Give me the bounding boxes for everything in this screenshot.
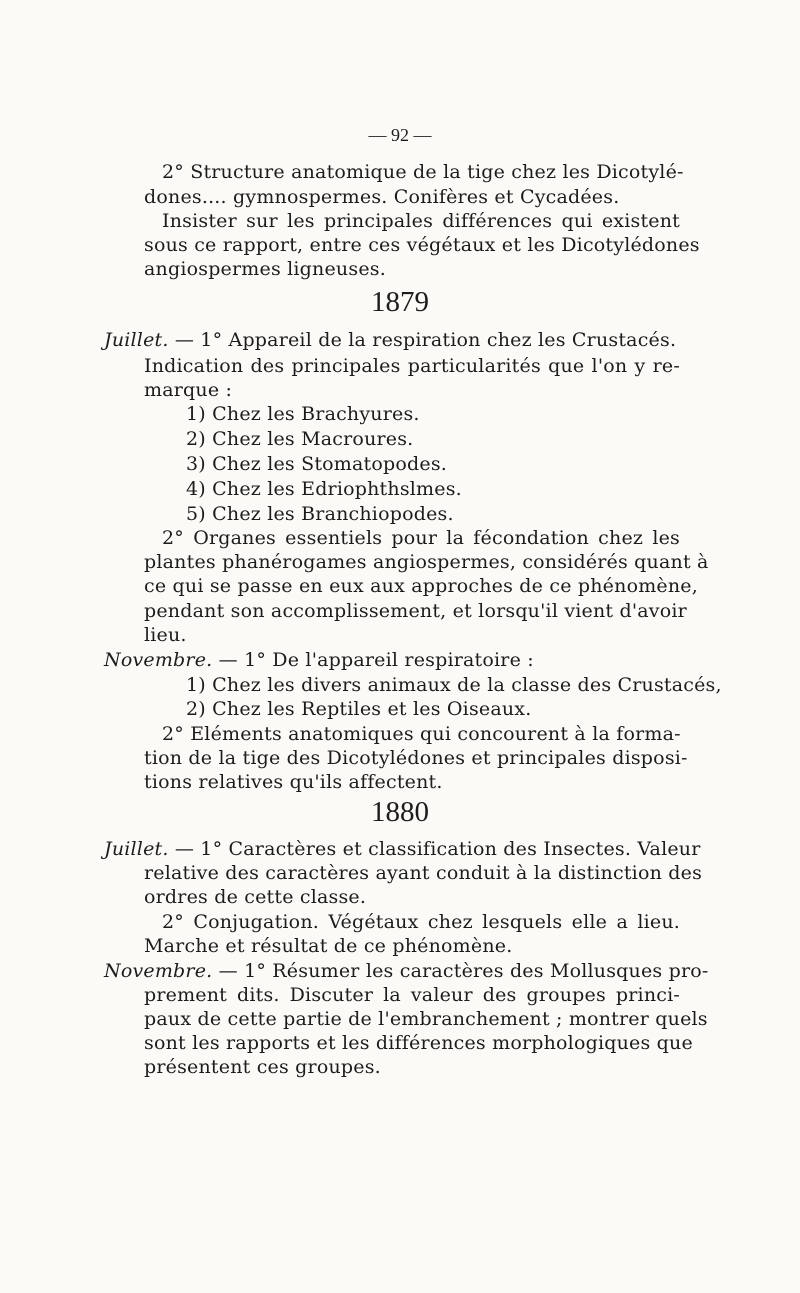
intro-line: sous ce rapport, entre ces végétaux et les Dicotylédones	[144, 234, 700, 256]
intro-line: Insister sur les principales différences qui existent	[162, 210, 680, 232]
juillet-1879-line: marque :	[144, 379, 233, 401]
juillet-1879-text: — 1° Appareil de la respiration chez les Crustacés.	[168, 329, 677, 351]
novembre-1880-text: — 1° Résumer les caractères des Mollusques pro-	[212, 960, 709, 982]
list-item: 2) Chez les Macroures.	[186, 428, 414, 450]
month-label-juillet: Juillet.	[104, 838, 169, 860]
juillet-1880-line: ordres de cette classe.	[144, 886, 367, 908]
novembre-1880-line: prement dits. Discuter la valeur des groupes princi-	[144, 984, 680, 1006]
juillet-1880-first-line	[104, 837, 701, 861]
juillet-1880-line: relative des caractères ayant conduit à la distinction des	[144, 862, 703, 884]
month-label-novembre: Novembre.	[104, 960, 213, 982]
month-label-novembre: Novembre.	[104, 649, 213, 671]
juillet-1880-text: — 1° Caractères et classification des Insectes. Valeur	[168, 838, 701, 860]
elements-line: tion de la tige des Dicotylédones et principales disposi-	[144, 747, 688, 769]
elements-line: tions relatives qu'ils affectent.	[144, 771, 443, 793]
organes-line: ce qui se passe en eux aux approches de ce phénomène,	[144, 575, 698, 597]
novembre-1880-line: présentent ces groupes.	[144, 1056, 381, 1078]
intro-line: dones.... gymnospermes. Conifères et Cycadées.	[144, 186, 620, 208]
list-item: 1) Chez les divers animaux de la classe des Crustacés,	[186, 674, 722, 696]
list-item: 5) Chez les Branchiopodes.	[186, 503, 454, 525]
novembre-1879-text: — 1° De l'appareil respiratoire :	[212, 649, 534, 671]
list-item: 3) Chez les Stomatopodes.	[186, 453, 448, 475]
organes-line: 2° Organes essentiels pour la fécondation chez les	[162, 527, 680, 549]
intro-line: angiospermes ligneuses.	[144, 258, 386, 280]
organes-line: plantes phanérogames angiospermes, considérés quant à	[144, 551, 709, 573]
organes-line: pendant son accomplissement, et lorsqu'il vient d'avoir	[144, 600, 687, 622]
organes-line: lieu.	[144, 624, 187, 646]
year-heading-1879: 1879	[371, 286, 429, 318]
novembre-1880-line: sont les rapports et les différences morphologiques que	[144, 1032, 693, 1054]
novembre-1880-first-line	[104, 959, 709, 983]
list-item: 1) Chez les Brachyures.	[186, 403, 420, 425]
juillet-1879-line: Indication des principales particularités que l'on y re-	[144, 355, 680, 377]
year-heading-1880: 1880	[371, 796, 429, 828]
conjugation-line: Marche et résultat de ce phénomène.	[144, 935, 513, 957]
elements-line: 2° Eléments anatomiques qui concourent à la forma-	[162, 723, 681, 745]
juillet-1879-first-line	[104, 328, 676, 352]
novembre-1880-line: paux de cette partie de l'embranchement ; montrer quels	[144, 1008, 708, 1030]
page-number: — 92 —	[368, 125, 432, 145]
list-item: 4) Chez les Edriophthslmes.	[186, 478, 462, 500]
list-item: 2) Chez les Reptiles et les Oiseaux.	[186, 698, 532, 720]
month-label-juillet: Juillet.	[104, 329, 169, 351]
novembre-1879-first-line	[104, 648, 534, 672]
conjugation-line: 2° Conjugation. Végétaux chez lesquels elle a lieu.	[162, 911, 680, 933]
intro-line: 2° Structure anatomique de la tige chez les Dicotylé-	[162, 161, 684, 183]
